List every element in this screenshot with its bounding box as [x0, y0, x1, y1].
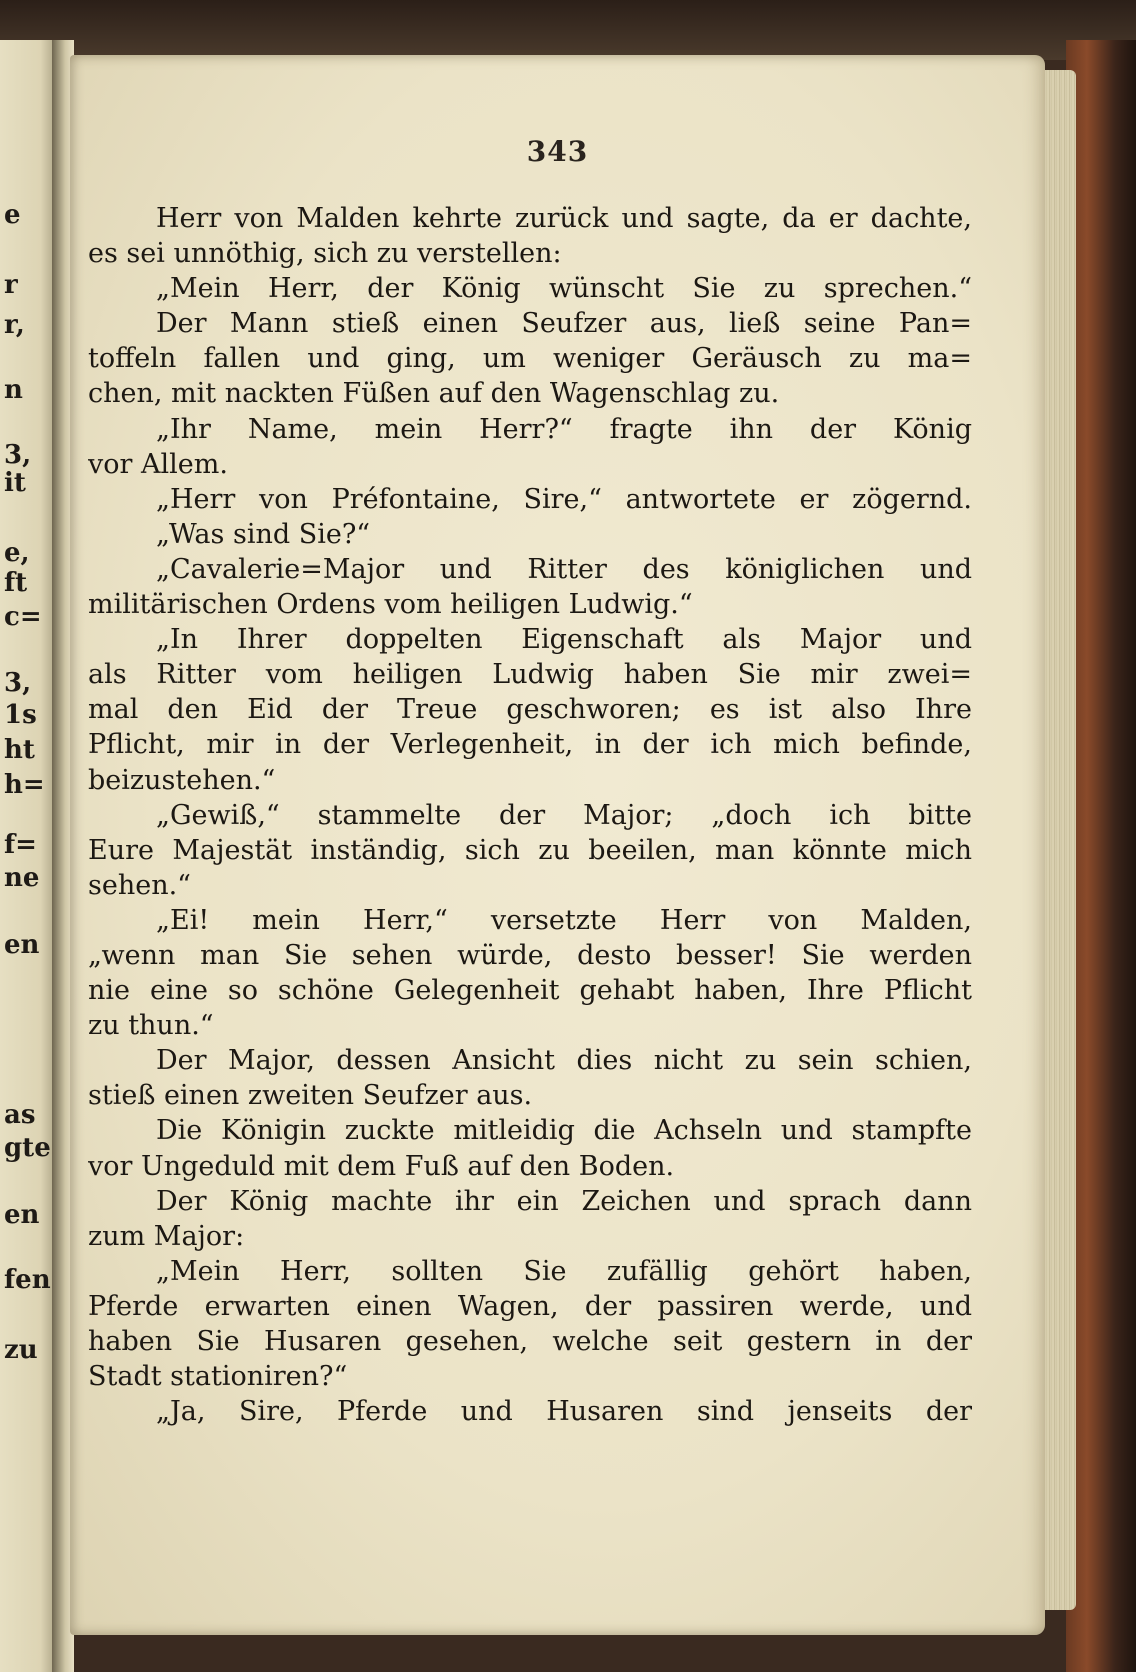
- text-line: „wenn man Sie sehen würde, desto besser! Sie werden: [88, 939, 972, 971]
- text-line: „Mein Herr, sollten Sie zufällig gehört haben,: [156, 1255, 972, 1287]
- page-edges: [1040, 70, 1076, 1610]
- text-line: Pflicht, mir in der Verlegenheit, in der ich mich befinde,: [88, 729, 972, 761]
- text-line: Eure Majestät inständig, sich zu beeilen, man könnte mich: [88, 834, 972, 866]
- left-page-fragment: it: [4, 468, 26, 498]
- text-line: „Ei! mein Herr,“ versetzte Herr von Malden,: [156, 904, 972, 936]
- text-line: Stadt stationiren?“: [88, 1361, 348, 1393]
- text-line: „Was sind Sie?“: [156, 518, 371, 550]
- left-page-fragment: gte: [4, 1133, 51, 1163]
- text-line: „Cavalerie=Major und Ritter des königlichen und: [156, 553, 972, 585]
- text-line: Herr von Malden kehrte zurück und sagte, da er dachte,: [156, 203, 972, 234]
- text-line: „Ihr Name, mein Herr?“ fragte ihn der König: [156, 413, 972, 445]
- left-page-fragment: c=: [4, 602, 42, 632]
- left-page-edge: [0, 40, 58, 1672]
- text-line: haben Sie Husaren gesehen, welche seit gestern in der: [88, 1326, 972, 1357]
- text-line: „Ja, Sire, Pferde und Husaren sind jenseits der: [156, 1396, 972, 1428]
- left-page-fragment: fen: [4, 1265, 51, 1295]
- left-page-fragment: e: [4, 200, 21, 230]
- text-line: Die Königin zuckte mitleidig die Achseln und stampfte: [156, 1115, 972, 1147]
- text-line: Der König machte ihr ein Zeichen und sprach dann: [156, 1185, 972, 1217]
- text-line: „Gewiß,“ stammelte der Major; „doch ich bitte: [156, 799, 972, 831]
- left-page-fragment: zu: [4, 1335, 38, 1365]
- left-page-fragment: h=: [4, 770, 45, 800]
- text-line: vor Allem.: [88, 448, 228, 480]
- left-page-fragment: e,: [4, 538, 30, 568]
- left-page-fragment: r,: [4, 310, 25, 340]
- book-board-top: [0, 0, 1136, 60]
- text-line: mal den Eid der Treue geschworen; es ist also Ihre: [88, 694, 972, 726]
- left-page-fragment: ne: [4, 863, 40, 893]
- text-line: Der Mann stieß einen Seufzer aus, ließ seine Pan=: [156, 308, 972, 340]
- text-line: nie eine so schöne Gelegenheit gehabt haben, Ihre Pflicht: [88, 975, 972, 1007]
- text-line: zum Major:: [88, 1220, 245, 1252]
- text-line: stieß einen zweiten Seufzer aus.: [88, 1080, 533, 1112]
- left-page-fragment: 1s: [4, 700, 37, 730]
- text-line: sehen.“: [88, 869, 191, 901]
- text-line: Der Major, dessen Ansicht dies nicht zu sein schien,: [156, 1045, 972, 1077]
- left-page-fragment: en: [4, 1200, 40, 1230]
- left-page-fragment: ht: [4, 735, 35, 765]
- text-line: beizustehen.“: [88, 764, 276, 796]
- text-line: toffeln fallen und ging, um weniger Geräusch zu ma=: [88, 343, 972, 375]
- text-line: „In Ihrer doppelten Eigenschaft als Major und: [156, 624, 972, 656]
- left-page-fragment: 3,: [4, 668, 32, 698]
- text-line: Pferde erwarten einen Wagen, der passiren werde, und: [88, 1290, 972, 1322]
- page-number: 343: [526, 135, 589, 168]
- text-line: „Mein Herr, der König wünscht Sie zu sprechen.“: [156, 273, 972, 305]
- book-board-right: [1066, 40, 1136, 1672]
- left-page-fragment: 3,: [4, 440, 32, 470]
- left-page-fragment: en: [4, 930, 40, 960]
- text-line: vor Ungeduld mit dem Fuß auf den Boden.: [88, 1150, 675, 1182]
- text-line: militärischen Ordens vom heiligen Ludwig.“: [88, 589, 693, 621]
- text-line: zu thun.“: [88, 1010, 214, 1042]
- book-page: [70, 55, 1045, 1635]
- text-line: als Ritter vom heiligen Ludwig haben Sie mir zwei=: [88, 659, 972, 691]
- text-line: es sei unnöthig, sich zu verstellen:: [88, 238, 562, 270]
- left-page-fragment: as: [4, 1100, 36, 1130]
- left-page-fragment: n: [4, 375, 23, 405]
- text-line: chen, mit nackten Füßen auf den Wagenschlag zu.: [88, 378, 780, 410]
- left-page-fragment: r: [4, 270, 18, 300]
- text-line: „Herr von Préfontaine, Sire,“ antwortete er zögernd.: [156, 483, 972, 515]
- page-text: [88, 201, 972, 1429]
- left-page-fragment: ft: [4, 568, 28, 598]
- left-page-fragment: f=: [4, 830, 37, 860]
